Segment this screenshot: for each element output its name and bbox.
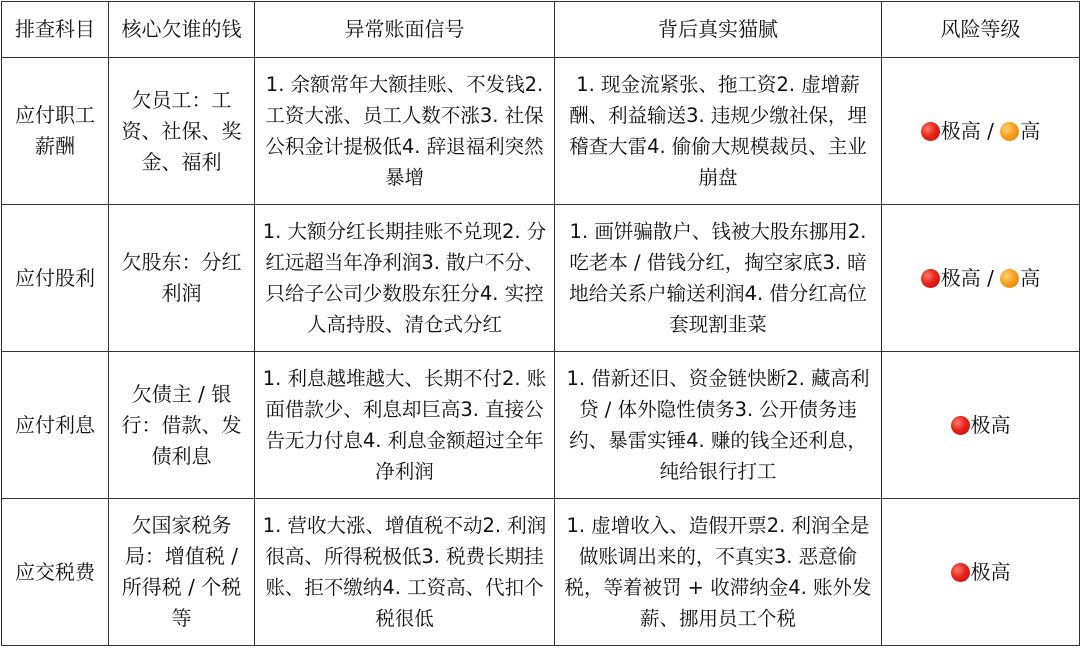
signals-cell: 1. 营收大涨、增值税不动2. 利润很高、所得税极低3. 税费长期挂账、拒不缴纳4. 工资高、代扣个税很低 [255, 499, 555, 646]
truth-cell: 1. 虚增收入、造假开票2. 利润全是做账调出来的，不真实3. 恶意偷税，等着被罚 + 收滞纳金4. 账外发薪、挪用员工个税 [555, 499, 882, 646]
header-risk: 风险等级 [882, 2, 1080, 58]
subject-cell: 应付股利 [2, 205, 109, 352]
header-subject: 排查科目 [2, 2, 109, 58]
signals-cell: 1. 余额常年大额挂账、不发钱2. 工资大涨、员工人数不涨3. 社保公积金计提极低4. 辞退福利突然暴增 [255, 58, 555, 205]
table-row [2, 58, 1080, 205]
signals-cell: 1. 利息越堆越大、长期不付2. 账面借款少、利息却巨高3. 直接公告无力付息4. 利息金额超过全年净利润 [255, 352, 555, 499]
truth-cell: 1. 画饼骗散户、钱被大股东挪用2. 吃老本 / 借钱分红，掏空家底3. 暗地给关系户输送利润4. 借分红高位套现割韭菜 [555, 205, 882, 352]
risk-very-high-label: 极高 [940, 265, 981, 290]
risk-separator: / [987, 265, 994, 290]
orange-circle-icon [1000, 269, 1019, 288]
owed-cell: 欠员工：工资、社保、奖金、福利 [109, 58, 255, 205]
owed-cell: 欠债主 / 银行：借款、发债利息 [109, 352, 255, 499]
header-truth: 背后真实猫腻 [555, 2, 882, 58]
table-row [2, 499, 1080, 646]
risk-level [921, 266, 1040, 290]
subject-cell: 应付利息 [2, 352, 109, 499]
table-row [2, 205, 1080, 352]
risk-cell [882, 205, 1080, 352]
risk-cell [882, 499, 1080, 646]
risk-table [1, 1, 1080, 646]
red-circle-icon [921, 122, 940, 141]
risk-level [951, 560, 1011, 584]
risk-level [951, 413, 1011, 437]
red-circle-icon [951, 416, 970, 435]
header-row [2, 2, 1080, 58]
table-row [2, 352, 1080, 499]
risk-high-label: 高 [1020, 265, 1041, 290]
header-owed: 核心欠谁的钱 [109, 2, 255, 58]
risk-high-label: 高 [1020, 118, 1041, 143]
owed-cell: 欠国家税务局：增值税 / 所得税 / 个税等 [109, 499, 255, 646]
risk-level [921, 119, 1040, 143]
red-circle-icon [951, 563, 970, 582]
subject-cell: 应付职工薪酬 [2, 58, 109, 205]
signals-cell: 1. 大额分红长期挂账不兑现2. 分红远超当年净利润3. 散户不分、只给子公司少数股东狂分4. 实控人高持股、清仓式分红 [255, 205, 555, 352]
risk-very-high-label: 极高 [940, 118, 981, 143]
subject-cell: 应交税费 [2, 499, 109, 646]
risk-separator: / [987, 118, 994, 143]
risk-very-high-label: 极高 [970, 559, 1011, 584]
red-circle-icon [921, 269, 940, 288]
risk-cell [882, 352, 1080, 499]
risk-cell [882, 58, 1080, 205]
orange-circle-icon [1000, 122, 1019, 141]
truth-cell: 1. 借新还旧、资金链快断2. 藏高利贷 / 体外隐性债务3. 公开债务违约、暴雷实锤4. 赚的钱全还利息，纯给银行打工 [555, 352, 882, 499]
truth-cell: 1. 现金流紧张、拖工资2. 虚增薪酬、利益输送3. 违规少缴社保，埋稽查大雷4. 偷偷大规模裁员、主业崩盘 [555, 58, 882, 205]
risk-very-high-label: 极高 [970, 412, 1011, 437]
owed-cell: 欠股东：分红利润 [109, 205, 255, 352]
header-signals: 异常账面信号 [255, 2, 555, 58]
